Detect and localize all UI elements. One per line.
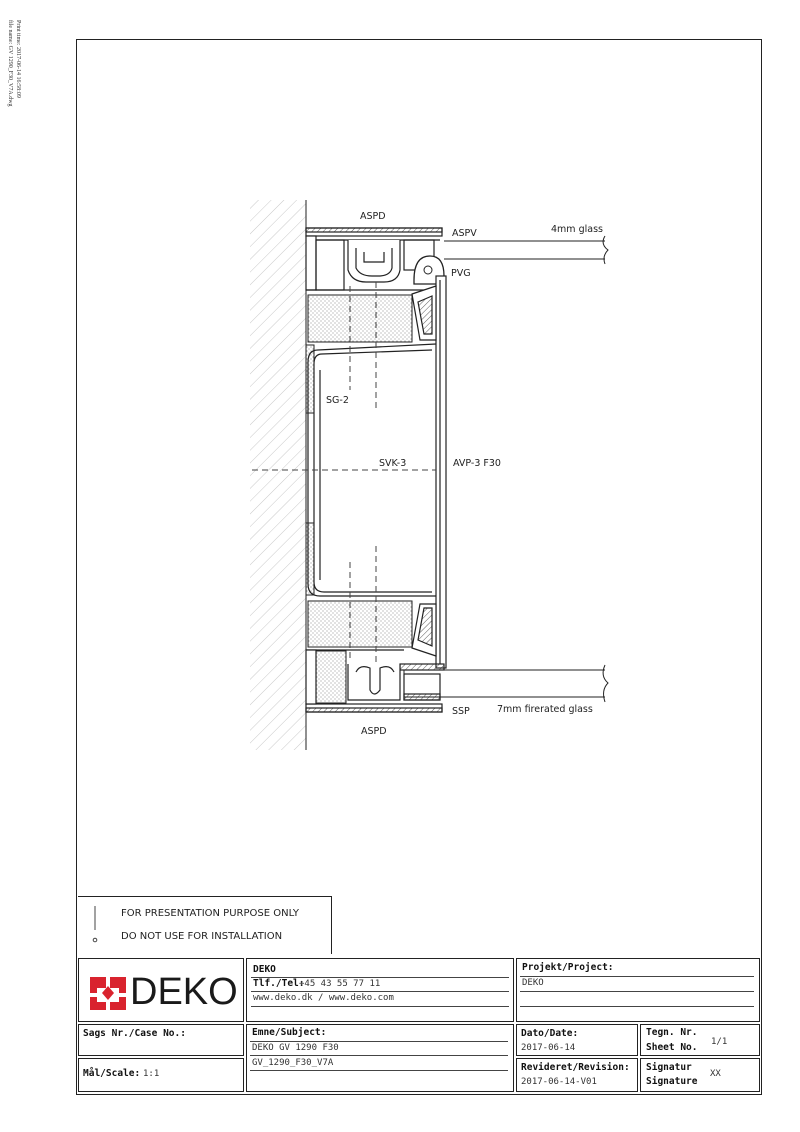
divider — [251, 991, 509, 992]
case-label: Sags Nr./Case No.: — [83, 1028, 186, 1039]
print-time: Print time: 2017-06-14 16:58:09 — [15, 20, 21, 98]
scale-label: Mål/Scale: — [83, 1068, 141, 1079]
label-4mm-glass: 4mm glass — [551, 224, 603, 235]
insulation-lower — [308, 601, 412, 647]
presentation-notice — [78, 896, 332, 954]
divider — [250, 1070, 508, 1071]
date-value: 2017-06-14 — [521, 1043, 576, 1053]
glass-4mm — [444, 236, 608, 264]
signature-label-en: Signature — [646, 1076, 698, 1087]
label-pvg: PVG — [451, 268, 471, 279]
signature-value: XX — [710, 1069, 721, 1079]
tel-label: Tlf./Tel: — [253, 978, 305, 989]
label-sg2: SG-2 — [326, 395, 349, 406]
divider — [250, 1055, 508, 1056]
date-label: Dato/Date: — [521, 1028, 579, 1039]
wall — [250, 200, 306, 750]
notice-line-1: FOR PRESENTATION PURPOSE ONLY — [121, 908, 299, 919]
sheet-no-label: Sheet No. — [646, 1042, 698, 1053]
subject-label: Emne/Subject: — [252, 1027, 327, 1038]
insulation-upper — [308, 295, 412, 342]
divider — [520, 1006, 754, 1007]
revision-value: 2017-06-14-V01 — [521, 1077, 597, 1087]
sheet-no-value: 1/1 — [711, 1037, 728, 1047]
label-aspd-top: ASPD — [360, 211, 386, 222]
divider — [520, 976, 754, 977]
notice-line-2: DO NOT USE FOR INSTALLATION — [121, 931, 283, 942]
divider — [251, 1006, 509, 1007]
divider — [520, 991, 754, 992]
label-avp3: AVP-3 F30 — [453, 458, 501, 469]
drawing-no-label: Tegn. Nr. — [646, 1027, 698, 1038]
label-svk3: SVK-3 — [379, 458, 407, 469]
signature-label: Signatur — [646, 1062, 692, 1073]
sg2-strip-upper — [306, 345, 314, 413]
file-name: file name: GV 1290_F30_V7A.dwg — [7, 20, 13, 107]
avp3-frame — [412, 276, 446, 668]
deko-logo — [90, 971, 240, 1013]
sg2-strip-lower — [306, 523, 314, 595]
label-7mm-glass: 7mm firerated glass — [497, 704, 593, 715]
revision-label: Revideret/Revision: — [521, 1062, 630, 1073]
project-label: Projekt/Project: — [522, 962, 614, 973]
project-value: DEKO — [522, 978, 544, 988]
divider — [250, 1041, 508, 1042]
logo-wordmark: DEKO — [130, 971, 238, 1013]
title-block-company-cell — [246, 958, 514, 1022]
label-ssp: SSP — [452, 706, 470, 717]
website: www.deko.dk / www.deko.com — [253, 993, 394, 1003]
subject-line-2: GV_1290_F30_V7A — [252, 1058, 334, 1068]
scale-value: 1:1 — [143, 1069, 160, 1079]
subject-line-1: DEKO GV 1290 F30 — [252, 1043, 339, 1053]
notice-marker-icon — [88, 904, 102, 946]
tel-value: +45 43 55 77 11 — [299, 979, 381, 989]
label-aspv: ASPV — [452, 228, 477, 239]
company-name: DEKO — [253, 964, 276, 975]
label-aspd-bottom: ASPD — [361, 726, 387, 737]
